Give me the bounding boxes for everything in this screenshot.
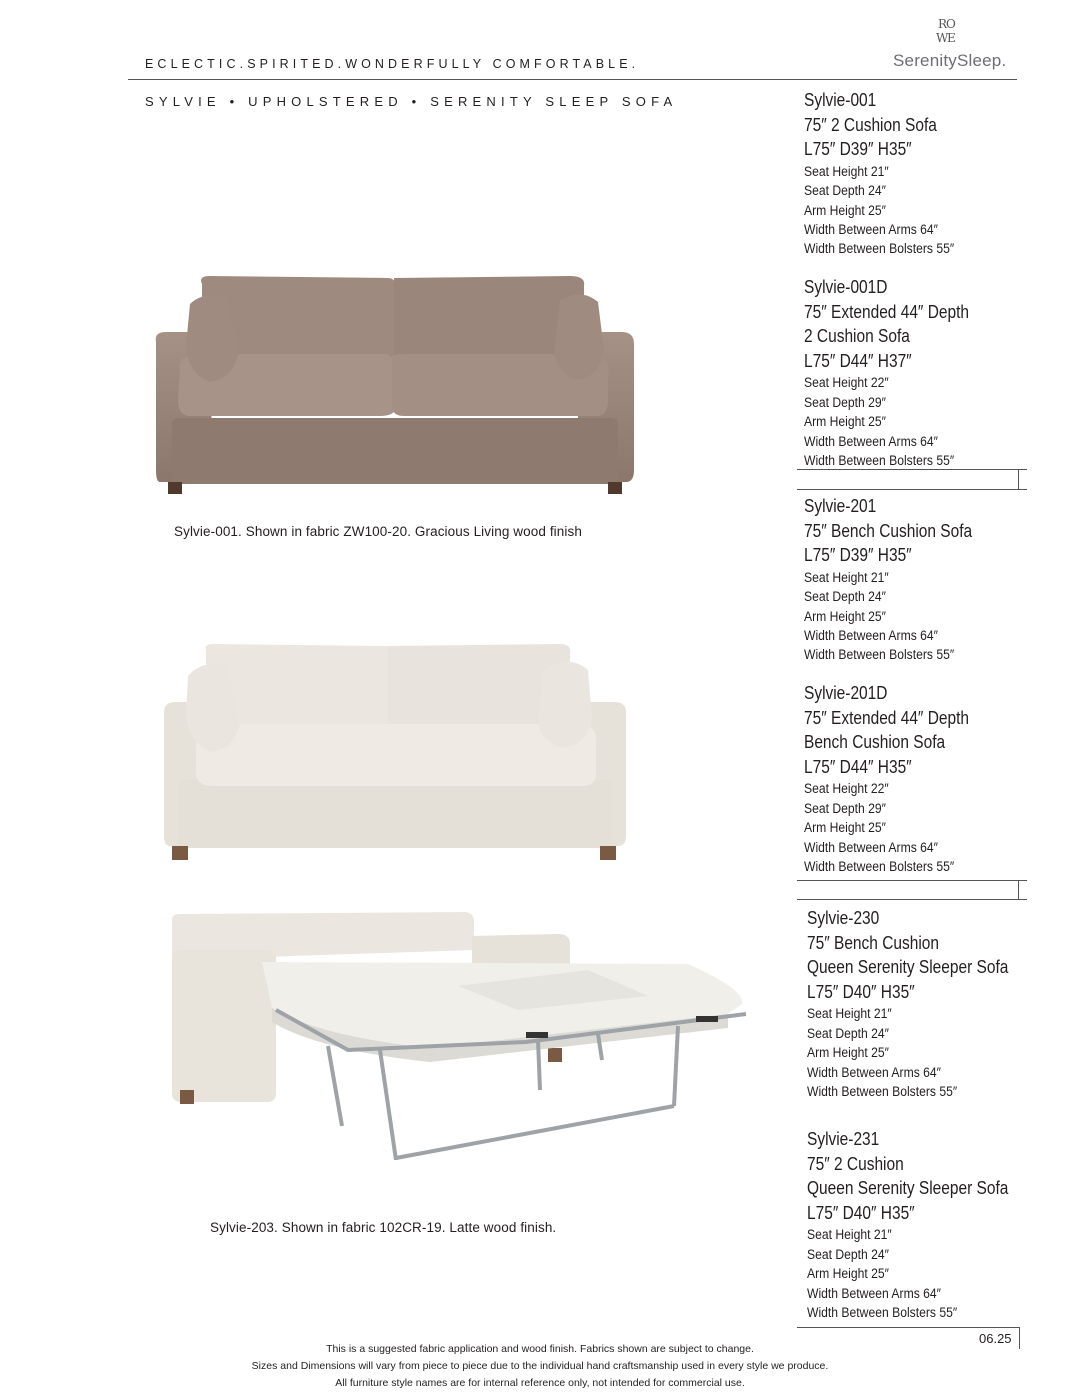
spec-model: Sylvie-201 — [804, 496, 877, 516]
spec-dimensions: L75″ D39″ H35″ — [804, 545, 912, 566]
spec-block-201d — [804, 681, 996, 876]
brand-name: SerenitySleep. — [893, 51, 1007, 70]
spec-detail: Seat Height 21″ — [807, 1227, 892, 1243]
spec-detail: Arm Height 25″ — [804, 608, 886, 624]
section-divider — [797, 899, 1027, 900]
spec-dimensions: L75″ D44″ H35″ — [804, 756, 912, 777]
spec-block-001d — [804, 275, 996, 470]
spec-detail: Seat Depth 29″ — [804, 800, 886, 816]
divider-tick — [1018, 880, 1019, 899]
spec-dimensions: L75″ D44″ H37″ — [804, 350, 912, 371]
spec-detail: Width Between Arms 64″ — [804, 839, 938, 855]
spec-detail: Seat Depth 29″ — [804, 394, 886, 410]
section-divider — [797, 1327, 1020, 1328]
spec-detail: Width Between Bolsters 55″ — [804, 647, 955, 663]
spec-block-230 — [807, 906, 1041, 1101]
spec-dimensions: L75″ D40″ H35″ — [807, 1202, 915, 1223]
spec-detail: Arm Height 25″ — [807, 1266, 889, 1282]
spec-model: Sylvie-231 — [807, 1129, 880, 1149]
spec-detail: Width Between Bolsters 55″ — [807, 1084, 958, 1099]
svg-text:R: R — [938, 17, 947, 31]
spec-detail: Arm Height 25″ — [804, 820, 886, 836]
section-divider — [797, 880, 1027, 881]
spec-detail: Width Between Arms 64″ — [807, 1064, 941, 1080]
spec-detail: Width Between Arms 64″ — [804, 433, 938, 449]
spec-block-001 — [804, 88, 971, 259]
spec-detail: Width Between Arms 64″ — [804, 222, 938, 237]
spec-block-201 — [804, 494, 1000, 665]
spec-detail: Seat Height 21″ — [804, 569, 889, 585]
spec-detail: Width Between Bolsters 55″ — [807, 1305, 958, 1320]
spec-title-2: Queen Serenity Sleeper Sofa — [807, 957, 1009, 978]
spec-detail: Width Between Arms 64″ — [807, 1285, 941, 1301]
spec-title: 75″ 2 Cushion Sofa — [804, 114, 937, 135]
svg-text:E: E — [947, 31, 955, 45]
spec-model: Sylvie-001D — [804, 277, 888, 297]
spec-detail: Seat Height 22″ — [804, 781, 889, 797]
spec-model: Sylvie-201D — [804, 683, 888, 703]
spec-detail: Width Between Bolsters 55″ — [804, 453, 955, 468]
sofa-photo-taupe — [150, 270, 640, 500]
spec-detail: Seat Height 22″ — [804, 375, 889, 391]
spec-detail: Seat Depth 24″ — [804, 589, 886, 605]
spec-title: 75″ 2 Cushion — [807, 1153, 904, 1174]
spec-detail: Seat Depth 24″ — [807, 1246, 889, 1262]
spec-model: Sylvie-001 — [804, 90, 877, 110]
spec-detail: Seat Height 21″ — [804, 163, 889, 179]
svg-text:O: O — [946, 17, 955, 31]
spec-title-2: 2 Cushion Sofa — [804, 326, 910, 347]
divider-tick — [1018, 469, 1019, 489]
caption-taupe-sofa: Sylvie-001. Shown in fabric ZW100-20. Gracious Living wood finish — [174, 524, 582, 539]
spec-title: 75″ Extended 44″ Depth — [804, 707, 970, 728]
spec-detail: Width Between Bolsters 55″ — [804, 859, 955, 874]
spec-detail: Seat Depth 24″ — [804, 183, 886, 199]
footer-note: All furniture style names are for internal reference only, not intended for commercial use. — [335, 1377, 745, 1389]
spec-dimensions: L75″ D40″ H35″ — [807, 981, 915, 1002]
footer-note: This is a suggested fabric application and wood finish. Fabrics shown are subject to change. — [326, 1343, 754, 1355]
spec-title: 75″ Bench Cushion Sofa — [804, 520, 973, 541]
sleeper-sofa-photo — [168, 910, 753, 1160]
spec-detail: Arm Height 25″ — [804, 414, 886, 430]
spec-detail: Width Between Arms 64″ — [804, 628, 938, 643]
spec-detail: Seat Depth 24″ — [807, 1025, 889, 1041]
section-divider — [797, 489, 1027, 490]
spec-detail: Width Between Bolsters 55″ — [804, 241, 955, 257]
rowe-logo-icon — [928, 16, 964, 46]
spec-title-2: Bench Cushion Sofa — [804, 732, 946, 753]
sofa-photo-cream — [160, 640, 630, 862]
spec-detail: Arm Height 25″ — [804, 202, 886, 218]
page-subtitle: SYLVIE • UPHOLSTERED • SERENITY SLEEP SOFA — [145, 94, 678, 109]
caption-sleeper-sofa: Sylvie-203. Shown in fabric 102CR-19. Latte wood finish. — [210, 1220, 557, 1235]
spec-detail: Seat Height 21″ — [807, 1006, 892, 1022]
section-divider — [797, 469, 1027, 470]
header-rule — [128, 79, 1017, 80]
tagline: ECLECTIC.SPIRITED.WONDERFULLY COMFORTABLE. — [145, 57, 640, 71]
spec-title: 75″ Bench Cushion — [807, 932, 939, 953]
page-number: 06.25 — [979, 1331, 1012, 1346]
svg-text:W: W — [936, 31, 948, 45]
spec-model: Sylvie-230 — [807, 908, 880, 928]
spec-title: 75″ Extended 44″ Depth — [804, 301, 970, 322]
spec-block-231 — [807, 1127, 1041, 1322]
spec-title-2: Queen Serenity Sleeper Sofa — [807, 1178, 1009, 1199]
spec-dimensions: L75″ D39″ H35″ — [804, 139, 912, 160]
spec-detail: Arm Height 25″ — [807, 1045, 889, 1061]
footer-note: Sizes and Dimensions will vary from piece to piece due to the individual hand craftsmanship used in every style we produce. — [251, 1360, 829, 1372]
